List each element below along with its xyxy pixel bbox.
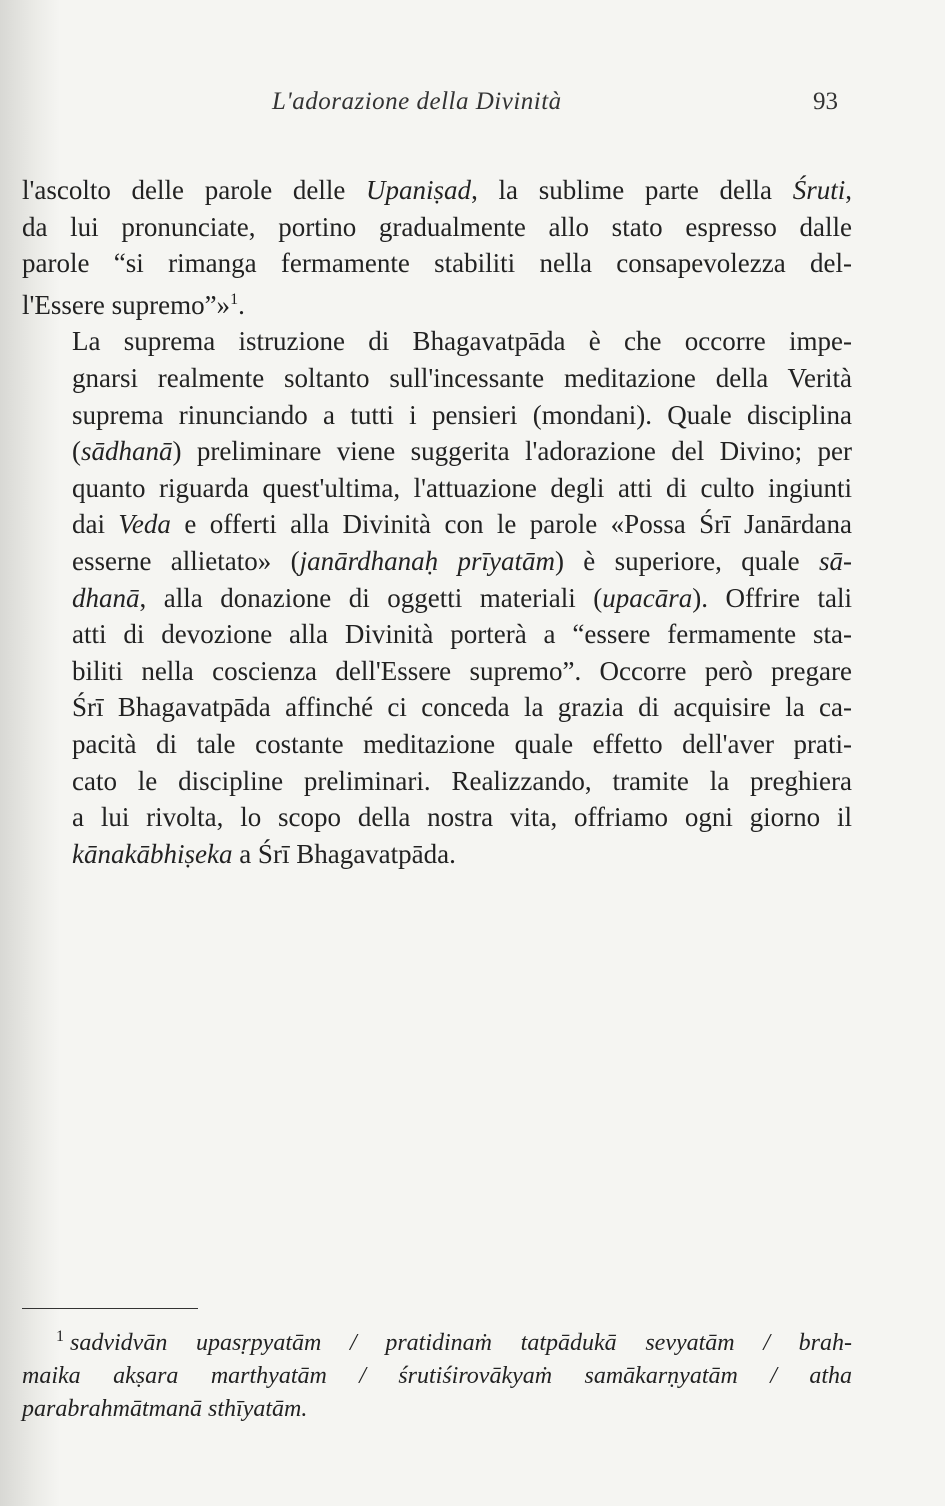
text-line: esserne allietato» (janārdhanaḥ prīyatām) è superiore, quale sā- — [72, 545, 853, 576]
text-line: parole “si rimanga fermamente stabiliti nella consapevolezza del- — [22, 248, 852, 279]
text-line: dai Veda e offerti alla Divinità con le parole «Possa Śrī Janārdana — [72, 509, 852, 540]
term-mantra: janārdhanaḥ prīyatām — [299, 545, 555, 576]
text-line: cato le discipline preliminari. Realizzando, tramite la preghiera — [72, 765, 852, 796]
main-text — [22, 172, 852, 872]
running-head: L'adorazione della Divinità — [272, 88, 562, 115]
text-line: biliti nella coscienza dell'Essere supremo”. Occorre però pregare — [72, 655, 852, 686]
footnote — [22, 1320, 852, 1426]
text-line: La suprema istruzione di Bhagavatpāda è che occorre impe- — [72, 326, 852, 357]
page-number: 93 — [813, 88, 838, 115]
text-line: Śrī Bhagavatpāda affinché ci conceda la grazia di acquisire la ca- — [72, 692, 852, 723]
text-line: pacità di tale costante meditazione quale effetto dell'aver prati- — [72, 728, 852, 759]
text-line: suprema rinunciando a tutti i pensieri (mondani). Quale disciplina — [72, 399, 852, 430]
term-upanisad: Upaniṣad — [366, 175, 472, 205]
term-kanakabhiseka: kānakābhiṣeka — [72, 838, 233, 869]
term-veda: Veda — [118, 509, 171, 540]
text-line: l'Essere supremo”»$^1$. — [22, 289, 245, 320]
text-line: a lui rivolta, lo scopo della nostra vita, offriamo ogni giorno il — [72, 802, 852, 833]
text-line: da lui pronunciate, portino gradualmente allo stato espresso dalle — [22, 211, 852, 242]
text-line: gnarsi realmente soltanto sull'incessante meditazione della Verità — [72, 362, 852, 393]
footnote-reference: 1 — [230, 290, 239, 308]
footnote-separator — [22, 1308, 198, 1309]
text-line: (sādhanā) preliminare viene suggerita l'adorazione del Divino; per — [72, 436, 852, 467]
text-line: l'ascolto delle parole delle Upaniṣad, la sublime parte della Śruti, — [22, 175, 852, 205]
text-line: kānakābhiṣeka a Śrī Bhagavatpāda. — [72, 838, 456, 869]
term-sruti: Śruti — [792, 175, 846, 205]
footnote-line: parabrahmātmanā sthīyatām. — [22, 1396, 308, 1422]
paragraph-1 — [22, 172, 852, 323]
footnote-number: 1 — [56, 1328, 64, 1345]
footnote-line: maika akṣara marthyatām / śrutiśirovākyaṁ samākarṇyatām / atha — [22, 1363, 852, 1389]
page-header — [0, 88, 945, 128]
term-sadhana: sādhanā — [81, 436, 173, 467]
footnote-line: $^1$ sadvidvān upasṛpyatām / pratidinaṁ tatpādukā sevyatām / brah- — [56, 1328, 852, 1356]
term-upacara: upacāra — [602, 582, 693, 613]
text-line: dhanā, alla donazione di oggetti materiali (upacāra). Offrire tali — [72, 582, 852, 613]
text-line: atti di devozione alla Divinità porterà a “essere fermamente sta- — [72, 619, 852, 650]
text-line: quanto riguarda quest'ultima, l'attuazione degli atti di culto ingiunti — [72, 472, 852, 503]
term-sadhana-split: sā- — [819, 545, 853, 576]
paragraph-2 — [22, 323, 852, 872]
term-sadhana-end: dhanā — [72, 582, 140, 613]
